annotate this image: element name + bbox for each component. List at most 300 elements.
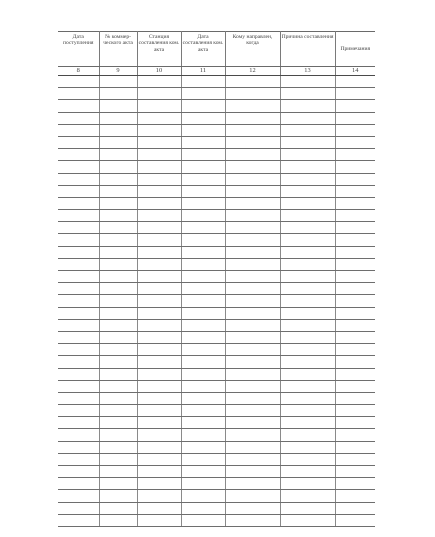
table-cell — [225, 478, 280, 490]
table-cell — [58, 161, 99, 173]
table-cell — [99, 222, 137, 234]
table-cell — [335, 283, 375, 295]
table-cell — [280, 112, 335, 124]
table-cell — [137, 429, 181, 441]
table-cell — [335, 490, 375, 502]
table-cell — [99, 307, 137, 319]
table-cell — [225, 173, 280, 185]
table-cell — [181, 173, 225, 185]
table-cell — [280, 222, 335, 234]
table-cell — [58, 76, 99, 88]
table-cell — [137, 76, 181, 88]
table-row — [58, 466, 375, 478]
table-cell — [99, 246, 137, 258]
table-row — [58, 210, 375, 222]
table-row — [58, 344, 375, 356]
table-row — [58, 112, 375, 124]
table-cell — [58, 392, 99, 404]
table-cell — [335, 173, 375, 185]
table-cell — [99, 210, 137, 222]
table-cell — [137, 356, 181, 368]
table-row — [58, 380, 375, 392]
table-cell — [225, 441, 280, 453]
table-cell — [181, 88, 225, 100]
table-cell — [335, 356, 375, 368]
table-cell — [181, 76, 225, 88]
table-cell — [335, 344, 375, 356]
table-cell — [181, 466, 225, 478]
table-cell — [280, 149, 335, 161]
table-row — [58, 246, 375, 258]
table-cell — [137, 271, 181, 283]
table-cell — [99, 380, 137, 392]
table-cell — [58, 514, 99, 526]
table-cell — [225, 514, 280, 526]
table-row — [58, 392, 375, 404]
table-cell — [58, 417, 99, 429]
table-cell — [225, 295, 280, 307]
table-cell — [335, 271, 375, 283]
table-row — [58, 271, 375, 283]
table-cell — [181, 478, 225, 490]
table-cell — [225, 124, 280, 136]
column-number: 9 — [99, 67, 137, 76]
column-header-act-station: Станция составления ком. акта — [137, 32, 181, 67]
table-cell — [280, 234, 335, 246]
table-cell — [335, 295, 375, 307]
table-row — [58, 295, 375, 307]
column-header-reason: Причина составления — [280, 32, 335, 67]
table-cell — [280, 319, 335, 331]
table-cell — [225, 222, 280, 234]
table-row — [58, 405, 375, 417]
table-row — [58, 478, 375, 490]
table-cell — [58, 295, 99, 307]
table-cell — [225, 76, 280, 88]
table-cell — [58, 356, 99, 368]
table-cell — [335, 307, 375, 319]
table-row — [58, 283, 375, 295]
table-cell — [181, 112, 225, 124]
table-cell — [280, 441, 335, 453]
table-cell — [280, 100, 335, 112]
table-cell — [181, 222, 225, 234]
table-row — [58, 502, 375, 514]
table-cell — [58, 331, 99, 343]
table-cell — [335, 368, 375, 380]
table-cell — [137, 380, 181, 392]
table-cell — [99, 173, 137, 185]
table-row — [58, 258, 375, 270]
table-cell — [58, 453, 99, 465]
table-cell — [137, 136, 181, 148]
table-cell — [58, 490, 99, 502]
table-cell — [225, 246, 280, 258]
table-cell — [99, 124, 137, 136]
table-cell — [225, 502, 280, 514]
table-cell — [58, 271, 99, 283]
table-cell — [99, 490, 137, 502]
table-cell — [137, 490, 181, 502]
column-header-act-date: Дата составления ком. акта — [181, 32, 225, 67]
table-cell — [99, 112, 137, 124]
table-cell — [335, 197, 375, 209]
table-row — [58, 88, 375, 100]
table-cell — [99, 478, 137, 490]
table-cell — [181, 453, 225, 465]
table-cell — [58, 502, 99, 514]
table-cell — [280, 380, 335, 392]
table-cell — [280, 197, 335, 209]
table-cell — [137, 466, 181, 478]
table-cell — [225, 392, 280, 404]
table-cell — [181, 258, 225, 270]
table-cell — [225, 368, 280, 380]
table-cell — [181, 295, 225, 307]
table-cell — [280, 514, 335, 526]
table-cell — [280, 307, 335, 319]
table-cell — [280, 295, 335, 307]
table-cell — [225, 149, 280, 161]
table-cell — [181, 331, 225, 343]
table-cell — [99, 392, 137, 404]
table-cell — [181, 319, 225, 331]
table-cell — [58, 429, 99, 441]
table-cell — [280, 490, 335, 502]
table-cell — [137, 234, 181, 246]
table-cell — [58, 380, 99, 392]
table-cell — [181, 392, 225, 404]
table-cell — [137, 331, 181, 343]
table-cell — [335, 210, 375, 222]
table-cell — [181, 149, 225, 161]
table-row — [58, 514, 375, 526]
table-cell — [137, 222, 181, 234]
table-cell — [280, 466, 335, 478]
table-cell — [280, 405, 335, 417]
table-cell — [181, 136, 225, 148]
table-cell — [181, 405, 225, 417]
table-cell — [58, 197, 99, 209]
table-cell — [137, 112, 181, 124]
table-cell — [181, 417, 225, 429]
table-cell — [225, 429, 280, 441]
table-cell — [280, 344, 335, 356]
table-cell — [181, 429, 225, 441]
table-cell — [99, 514, 137, 526]
column-header-receipt-date: Дата поступления — [58, 32, 99, 67]
table-row — [58, 76, 375, 88]
table-cell — [225, 307, 280, 319]
table-cell — [137, 185, 181, 197]
table-cell — [99, 344, 137, 356]
table-cell — [335, 380, 375, 392]
table-cell — [137, 453, 181, 465]
table-cell — [181, 124, 225, 136]
table-cell — [181, 307, 225, 319]
table-cell — [335, 124, 375, 136]
table-cell — [280, 429, 335, 441]
table-cell — [335, 185, 375, 197]
table-cell — [280, 502, 335, 514]
table-cell — [137, 344, 181, 356]
table-cell — [225, 466, 280, 478]
table-cell — [280, 283, 335, 295]
table-cell — [225, 112, 280, 124]
table-cell — [181, 490, 225, 502]
table-cell — [137, 441, 181, 453]
table-cell — [335, 502, 375, 514]
table-cell — [225, 258, 280, 270]
table-cell — [58, 185, 99, 197]
table-cell — [99, 331, 137, 343]
table-cell — [225, 356, 280, 368]
table-row — [58, 185, 375, 197]
table-cell — [181, 368, 225, 380]
table-cell — [99, 405, 137, 417]
table-cell — [181, 185, 225, 197]
table-cell — [335, 331, 375, 343]
table-cell — [280, 478, 335, 490]
table-cell — [58, 210, 99, 222]
table-cell — [280, 246, 335, 258]
table-cell — [137, 149, 181, 161]
table-cell — [225, 197, 280, 209]
table-cell — [181, 100, 225, 112]
table-cell — [58, 136, 99, 148]
table-cell — [58, 258, 99, 270]
table-cell — [99, 161, 137, 173]
table-cell — [335, 453, 375, 465]
table-row — [58, 173, 375, 185]
column-header-act-number: № коммер-ческого акта — [99, 32, 137, 67]
table-cell — [99, 76, 137, 88]
table-cell — [335, 319, 375, 331]
table-row — [58, 331, 375, 343]
table-cell — [137, 478, 181, 490]
table-cell — [280, 161, 335, 173]
table-cell — [137, 392, 181, 404]
table-cell — [58, 319, 99, 331]
table-cell — [280, 173, 335, 185]
table-cell — [137, 161, 181, 173]
table-cell — [225, 380, 280, 392]
table-cell — [280, 124, 335, 136]
table-cell — [280, 392, 335, 404]
table-cell — [225, 88, 280, 100]
table-cell — [335, 88, 375, 100]
table-cell — [137, 100, 181, 112]
table-row — [58, 441, 375, 453]
table-row — [58, 319, 375, 331]
table-cell — [335, 405, 375, 417]
table-cell — [335, 161, 375, 173]
column-number: 14 — [335, 67, 375, 76]
table-cell — [99, 429, 137, 441]
table-cell — [225, 319, 280, 331]
table-cell — [335, 112, 375, 124]
column-number: 10 — [137, 67, 181, 76]
table-cell — [137, 295, 181, 307]
table-cell — [99, 502, 137, 514]
table-cell — [99, 417, 137, 429]
table-cell — [137, 210, 181, 222]
table-cell — [99, 368, 137, 380]
table-row — [58, 100, 375, 112]
table-row — [58, 453, 375, 465]
table-cell — [181, 234, 225, 246]
table-cell — [335, 149, 375, 161]
table-row — [58, 368, 375, 380]
table-cell — [137, 368, 181, 380]
table-cell — [99, 185, 137, 197]
table-cell — [137, 405, 181, 417]
table-cell — [58, 124, 99, 136]
column-header-notes: Примечания — [335, 32, 375, 67]
table-cell — [99, 100, 137, 112]
table-cell — [280, 453, 335, 465]
table-cell — [225, 490, 280, 502]
table-cell — [225, 453, 280, 465]
table-cell — [181, 271, 225, 283]
table-cell — [58, 222, 99, 234]
table-cell — [335, 100, 375, 112]
table-cell — [99, 441, 137, 453]
table-cell — [181, 356, 225, 368]
table-cell — [58, 441, 99, 453]
table-cell — [335, 514, 375, 526]
table-cell — [58, 344, 99, 356]
table-cell — [225, 417, 280, 429]
table-cell — [137, 197, 181, 209]
column-header-sent-to: Кому направлен, когда — [225, 32, 280, 67]
register-table — [58, 31, 375, 527]
table-row — [58, 136, 375, 148]
table-cell — [181, 514, 225, 526]
table-cell — [335, 258, 375, 270]
table-cell — [225, 161, 280, 173]
table-row — [58, 234, 375, 246]
table-cell — [99, 466, 137, 478]
table-cell — [58, 466, 99, 478]
table-cell — [137, 319, 181, 331]
table-cell — [99, 453, 137, 465]
table-cell — [137, 88, 181, 100]
table-cell — [280, 271, 335, 283]
table-cell — [181, 380, 225, 392]
table-cell — [181, 502, 225, 514]
table-cell — [181, 210, 225, 222]
table-cell — [181, 246, 225, 258]
table-cell — [58, 307, 99, 319]
table-cell — [280, 185, 335, 197]
table-cell — [137, 307, 181, 319]
table-cell — [225, 234, 280, 246]
table-cell — [181, 441, 225, 453]
table-row — [58, 429, 375, 441]
table-cell — [335, 429, 375, 441]
column-number: 12 — [225, 67, 280, 76]
table-cell — [99, 283, 137, 295]
table-cell — [181, 344, 225, 356]
table-cell — [58, 88, 99, 100]
table-cell — [137, 246, 181, 258]
table-cell — [181, 283, 225, 295]
table-cell — [280, 356, 335, 368]
table-cell — [137, 124, 181, 136]
table-cell — [335, 76, 375, 88]
table-cell — [58, 173, 99, 185]
table-cell — [99, 234, 137, 246]
table-cell — [58, 112, 99, 124]
table-cell — [225, 185, 280, 197]
table-cell — [225, 100, 280, 112]
table-cell — [225, 271, 280, 283]
table-cell — [99, 88, 137, 100]
table-cell — [280, 258, 335, 270]
table-cell — [99, 295, 137, 307]
table-row — [58, 161, 375, 173]
column-number: 11 — [181, 67, 225, 76]
table-cell — [280, 76, 335, 88]
table-cell — [335, 478, 375, 490]
table-row — [58, 490, 375, 502]
table-row — [58, 417, 375, 429]
table-cell — [280, 210, 335, 222]
table-cell — [58, 246, 99, 258]
table-cell — [137, 283, 181, 295]
register-page — [58, 31, 375, 527]
table-cell — [335, 392, 375, 404]
table-cell — [58, 405, 99, 417]
table-cell — [225, 210, 280, 222]
table-cell — [58, 368, 99, 380]
table-cell — [137, 417, 181, 429]
table-cell — [99, 197, 137, 209]
table-cell — [99, 356, 137, 368]
column-number: 8 — [58, 67, 99, 76]
table-cell — [99, 136, 137, 148]
table-cell — [58, 100, 99, 112]
table-cell — [335, 246, 375, 258]
table-cell — [335, 136, 375, 148]
table-row — [58, 222, 375, 234]
table-cell — [335, 417, 375, 429]
table-cell — [225, 283, 280, 295]
table-cell — [181, 161, 225, 173]
table-cell — [280, 368, 335, 380]
table-cell — [99, 258, 137, 270]
table-cell — [58, 283, 99, 295]
table-cell — [225, 331, 280, 343]
header-row — [58, 32, 375, 67]
table-row — [58, 197, 375, 209]
table-cell — [225, 136, 280, 148]
table-cell — [181, 197, 225, 209]
table-row — [58, 124, 375, 136]
table-cell — [225, 405, 280, 417]
table-cell — [137, 514, 181, 526]
table-cell — [280, 136, 335, 148]
table-cell — [58, 234, 99, 246]
table-cell — [58, 478, 99, 490]
table-cell — [58, 149, 99, 161]
table-row — [58, 356, 375, 368]
table-cell — [137, 258, 181, 270]
table-cell — [280, 88, 335, 100]
table-cell — [280, 331, 335, 343]
table-row — [58, 307, 375, 319]
